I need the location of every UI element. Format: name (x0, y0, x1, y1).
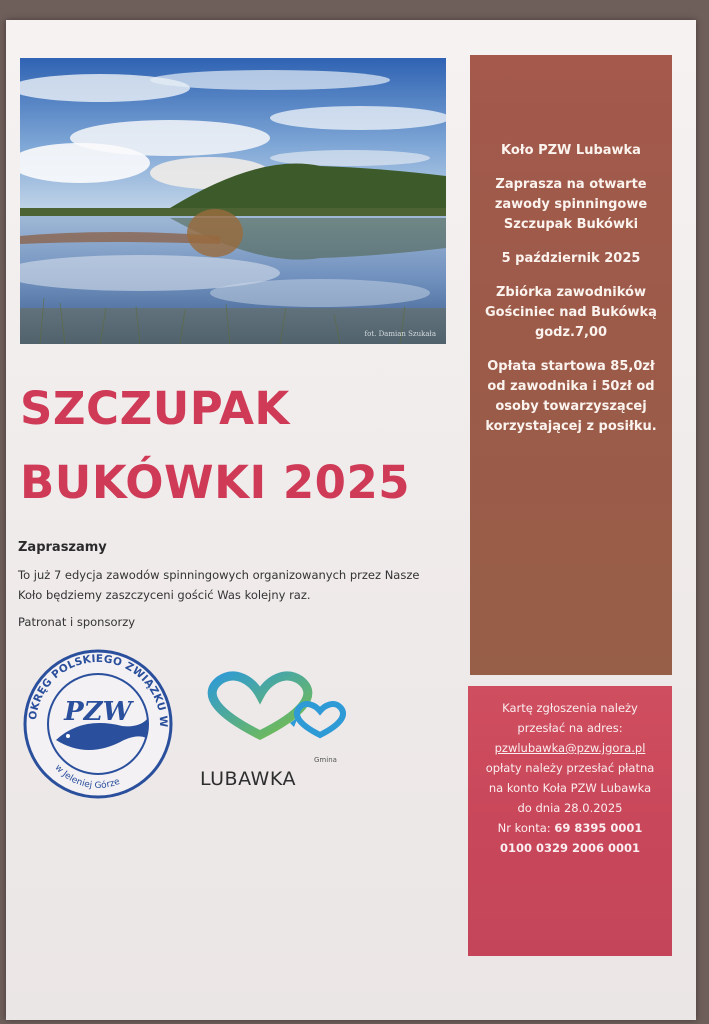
info-invite: Zaprasza na otwarte zawody spinningowe Szczupak Bukówki (494, 177, 648, 232)
registration-box (468, 686, 672, 956)
photo-credit: fot. Damian Szukała (364, 330, 436, 338)
account-number: 69 8395 0001 0100 0329 2006 0001 (499, 821, 643, 855)
pzw-monogram: PZW (64, 697, 132, 727)
title-line-1: SZCZUPAK (20, 382, 290, 435)
pzw-ring-text: OKRĘG POLSKIEGO ZWIĄZKU W (27, 652, 170, 728)
invite-heading: Zapraszamy (18, 540, 107, 555)
gmina-label: Gmina (314, 756, 337, 764)
sponsors-label: Patronat i sponsorzy (18, 615, 136, 629)
payment-info: opłaty należy przesłać płatna na konto Koła PZW Lubawka do dnia 28.0.2025 (485, 761, 655, 815)
info-fee: Opłata startowa 85,0zł od zawodnika i 50zł od osoby towarzyszącej korzystającej z posiłku. (485, 359, 657, 434)
info-club: Koło PZW Lubawka (501, 143, 641, 158)
registration-intro: Kartę zgłoszenia należy przesłać na adres: (502, 701, 638, 735)
info-meeting: Zbiórka zawodników Gościniec nad Bukówką godz.7,00 (485, 285, 657, 340)
info-box (470, 55, 672, 675)
account-label: Nr konta: (497, 821, 551, 835)
pzw-bottom-text: w Jeleniej Górze (52, 762, 122, 792)
lubawka-wordmark: LUBAWKA (200, 768, 296, 790)
info-date: 5 październik 2025 (501, 251, 641, 266)
poster-title (20, 372, 450, 520)
lake-photo (20, 58, 446, 344)
invite-text: To już 7 edycja zawodów spinningowych organizowanych przez Nasze Koło będziemy zaszczyceni gościć Was kolejny raz. (18, 568, 420, 602)
title-line-2: BUKÓWKI 2025 (20, 456, 411, 509)
registration-email-link[interactable]: pzwlubawka@pzw.jgora.pl (494, 741, 646, 755)
pzw-logo (22, 648, 174, 800)
